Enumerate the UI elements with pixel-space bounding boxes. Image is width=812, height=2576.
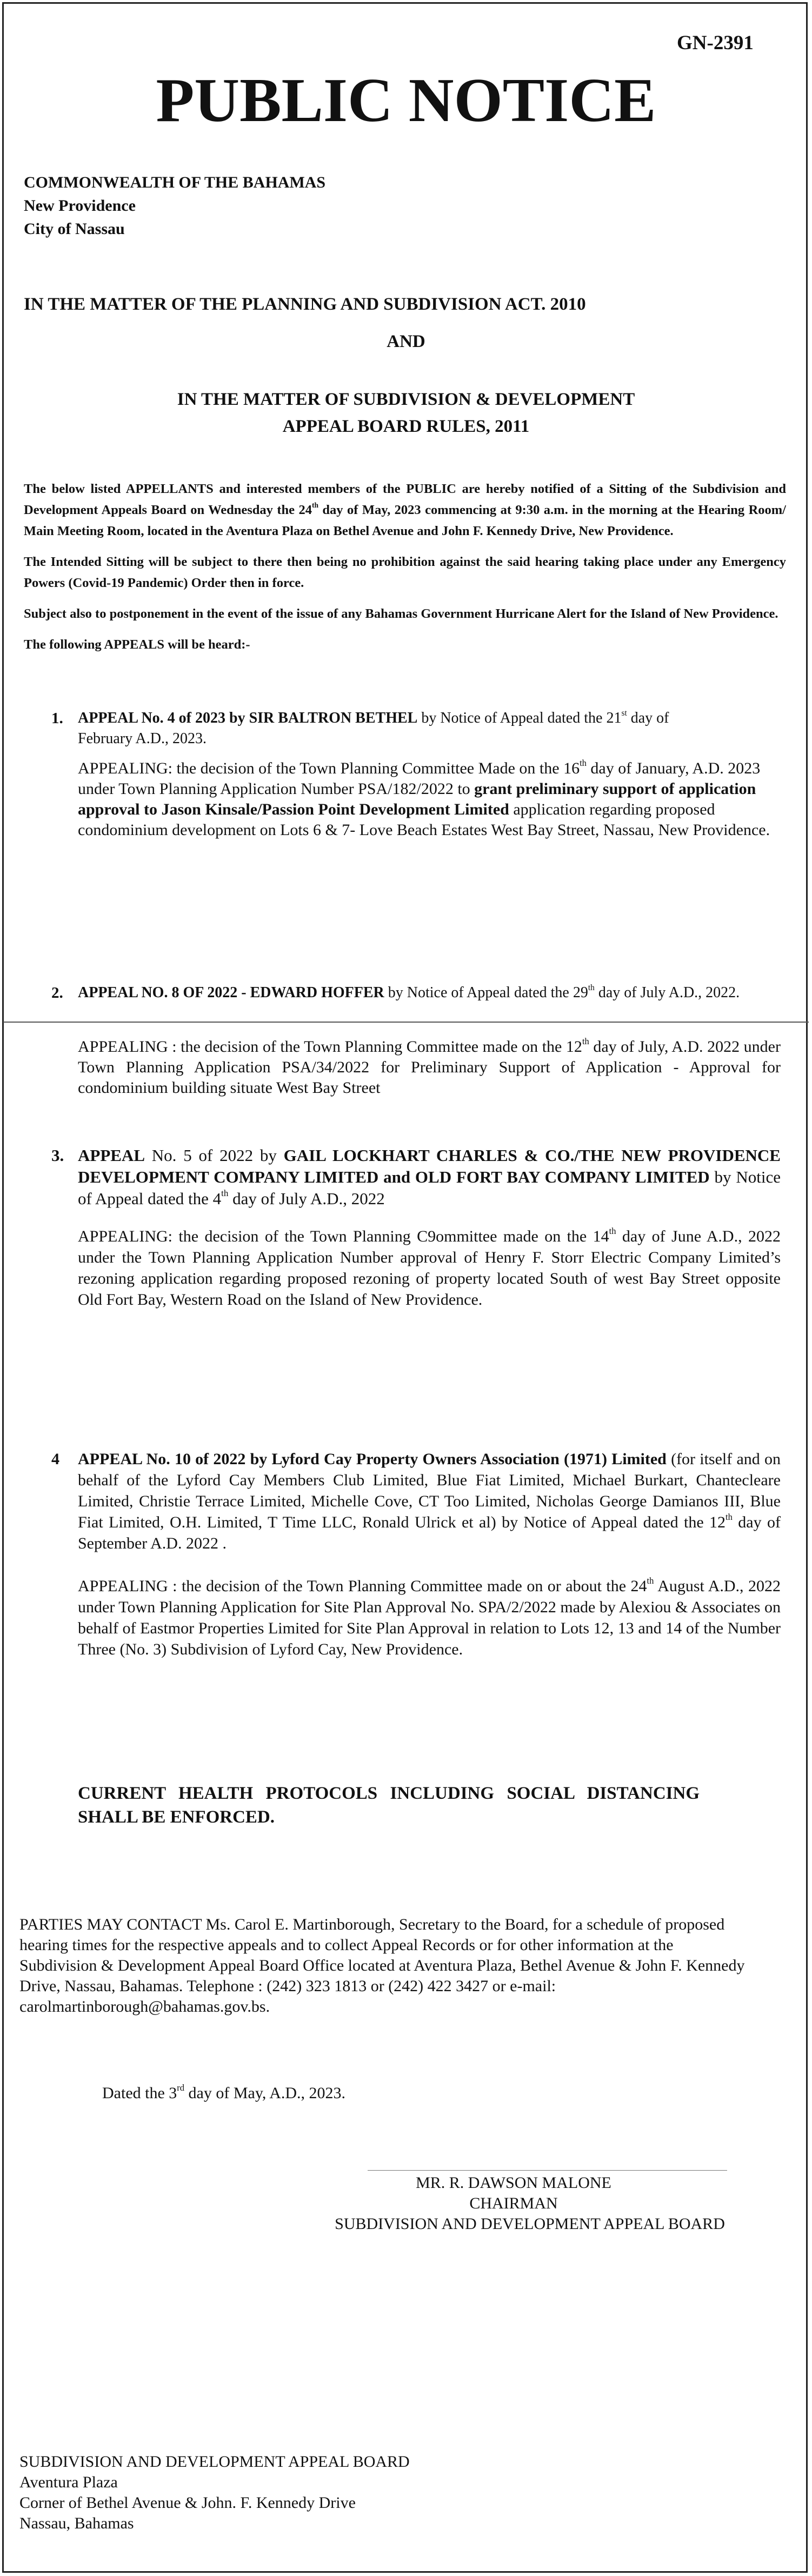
appeal-body-text: APPEALING : the decision of the Town Planning Committee made on the 12	[78, 1038, 582, 1056]
matter-appeal-rules-line1: IN THE MATTER OF SUBDIVISION & DEVELOPMENT	[177, 390, 635, 409]
appeal-body-suffix: th	[609, 1225, 616, 1236]
appeal-title: APPEAL NO. 8 OF 2022 - EDWARD HOFFER	[78, 984, 384, 1001]
footer-plaza: Aventura Plaza	[19, 2473, 118, 2491]
appeal-heading	[78, 983, 781, 1003]
and-heading: AND	[387, 332, 425, 351]
intro-emergency-powers: The Intended Sitting will be subject to there then being no prohibition against the said hearing taking place under any Emergency Powers (Covid-19 Pandemic) Order then in force.	[24, 555, 786, 590]
appeal-title: APPEAL	[78, 1146, 145, 1165]
intro-hurricane: Subject also to postponement in the event of the issue of any Bahamas Government Hurricane Alert for the Island of New Providence.	[24, 606, 778, 621]
appeal-number: 4	[51, 1450, 59, 1468]
appeal-body-highlight: grant preliminary support of application approval to Jason Kinsale/Passion Point Development Limited	[78, 780, 756, 818]
appeal-body-continued: day of July, A.D. 2022 under Town Planning Application PSA/34/2022 for Preliminary Support of Application - Approval for condominium building situate West Bay Street	[78, 1038, 781, 1097]
footer-address	[19, 2452, 410, 2534]
appeal-body	[78, 1226, 781, 1310]
appeal-body-continued: August A.D., 2022 under Town Planning Application for Site Plan Approval No. SPA/2/2022 made by Alexiou & Associates on behalf of Eastmor Properties Limited for Site Plan Approval in relation to Lots 12, 13 and 14 of the Number Three (No. 3) Subdivision of Lyford Cay, New Providence.	[78, 1577, 781, 1658]
dated-line	[102, 2084, 345, 2103]
appeal-title: APPEAL No. 4 of 2023 by SIR BALTRON BETHEL	[78, 710, 418, 726]
matter-appeal-rules-line2: APPEAL BOARD RULES, 2011	[282, 417, 530, 436]
dated-suffix: rd	[177, 2082, 185, 2093]
appeal-heading	[78, 1449, 781, 1554]
appeal-notice-suffix: th	[726, 1511, 733, 1522]
matter-appeal-rules	[0, 386, 812, 440]
dated-rest: day of May, A.D., 2023.	[184, 2084, 346, 2102]
intro-appeals-lead: The following APPEALS will be heard:-	[24, 637, 250, 652]
appeal-reference: No. 5 of 2022 by	[145, 1146, 284, 1165]
appeal-body-text: APPEALING : the decision of the Town Planning Committee made on or about the 24	[78, 1577, 647, 1595]
contact-paragraph: PARTIES MAY CONTACT Ms. Carol E. Martinborough, Secretary to the Board, for a schedule of proposed hearing times for the respective appeals and to collect Appeal Records or for other information at the Subdivision & Development Appeal Board Office located at Aventura Plaza, Bethel Avenue & John F. Kennedy Drive, Nassau, Bahamas. Telephone : (242) 323 1813 or (242) 422 3427 or e-mail: carolmartinborough@bahamas.gov.bs.	[19, 1916, 745, 2016]
footer-board-name: SUBDIVISION AND DEVELOPMENT APPEAL BOARD	[19, 2453, 410, 2471]
appeal-heading	[78, 708, 683, 749]
appeal-number: 2.	[51, 984, 63, 1002]
signature-line	[368, 2170, 727, 2171]
dated-text: Dated the 3	[102, 2084, 177, 2102]
jurisdiction-island: New Providence	[24, 197, 136, 215]
intro-notification-rest: day of May, 2023 commencing at 9:30 a.m. in the morning at the Hearing Room/ Main Meeting Room, located in the Aventura Plaza on Bethel Avenue and John F. Kennedy Drive, New Providence.	[24, 503, 786, 538]
appeal-appellants: GAIL LOCKHART CHARLES & CO./THE NEW PROVIDENCE DEVELOPMENT COMPANY LIMITED and OLD FORT BAY COMPANY LIMITED	[78, 1146, 781, 1186]
matter-planning-act: IN THE MATTER OF THE PLANNING AND SUBDIVISION ACT. 2010	[24, 295, 586, 314]
appeal-body-end: application regarding proposed condominium development on Lots 6 & 7- Love Beach Estates West Bay Street, Nassau, New Providence.	[78, 800, 770, 839]
appeal-heading	[78, 1145, 781, 1210]
page-title: PUBLIC NOTICE	[156, 66, 656, 135]
appeal-body-suffix: th	[647, 1575, 654, 1586]
signatory-board: SUBDIVISION AND DEVELOPMENT APPEAL BOARD	[335, 2215, 725, 2233]
signatory-name: MR. R. DAWSON MALONE	[416, 2174, 611, 2192]
signatory-title: CHAIRMAN	[469, 2194, 558, 2212]
appeal-body	[78, 1037, 781, 1098]
intro-notification-text: The below listed APPELLANTS and interested members of the PUBLIC are hereby notified of a Sitting of the Subdivision and Development Appeals Board on Wednesday the 24	[24, 482, 786, 517]
appeal-notice-text: by Notice of Appeal dated the 21	[417, 710, 622, 726]
footer-street: Corner of Bethel Avenue & John. F. Kennedy Drive	[19, 2494, 356, 2512]
appeal-body-suffix: th	[582, 1036, 589, 1046]
health-protocols-notice: CURRENT HEALTH PROTOCOLS INCLUDING SOCIAL DISTANCING SHALL BE ENFORCED.	[78, 1784, 700, 1827]
appeal-number: 1.	[51, 710, 63, 727]
appeal-notice-date: day of September A.D. 2022 .	[78, 1513, 781, 1552]
notice-code: GN-2391	[677, 32, 754, 54]
appeal-number: 3.	[51, 1146, 64, 1165]
appeal-body-continued: day of January, A.D. 2023 under Town Planning Application Number PSA/182/2022 to	[78, 759, 761, 798]
appeal-body-text: APPEALING: the decision of the Town Planning C9ommittee made on the 14	[78, 1227, 609, 1245]
appeal-notice-suffix: st	[621, 708, 627, 718]
appeal-notice-date: day of February A.D., 2023.	[78, 710, 669, 747]
signature-block	[287, 2173, 773, 2234]
appeal-body-continued: day of June A.D., 2022 under the Town Planning Application Number approval of Henry F. Storr Electric Company Limited’s rezoning application regarding proposed rezoning of property located South of west Bay Street opposite Old Fort Bay, Western Road on the Island of New Providence.	[78, 1227, 781, 1309]
intro-notification	[24, 478, 786, 542]
intro-section	[24, 478, 786, 655]
jurisdiction-city: City of Nassau	[24, 220, 125, 238]
appeal-notice-suffix: th	[588, 983, 595, 992]
appeal-body	[78, 758, 781, 840]
appeal-notice-date: day of July A.D., 2022	[228, 1189, 385, 1208]
appeal-body	[78, 1576, 781, 1660]
jurisdiction-block	[24, 171, 325, 241]
appeal-notice-suffix: th	[221, 1188, 229, 1199]
intro-date-suffix: th	[311, 501, 318, 510]
appeal-body-text: APPEALING: the decision of the Town Planning Committee Made on the 16	[78, 759, 580, 777]
appeal-body-suffix: th	[580, 757, 587, 768]
jurisdiction-country: COMMONWEALTH OF THE BAHAMAS	[24, 173, 326, 191]
appeal-title: APPEAL No. 10 of 2022 by Lyford Cay Property Owners Association (1971) Limited	[78, 1450, 667, 1468]
footer-city: Nassau, Bahamas	[19, 2514, 134, 2532]
appeal-notice-text: by Notice of Appeal dated the 29	[384, 984, 588, 1001]
section-divider	[3, 1022, 809, 1023]
appeal-notice-text: (for itself and on behalf of the Lyford Cay Members Club Limited, Blue Fiat Limited, Michael Burkart, Chantecleare Limited, Christie Terrace Limited, Michelle Cove, CT Too Limited, Nicholas George Damianos III, Blue Fiat Limited, O.H. Limited, T Time LLC, Ronald Ulrick et al) by Notice of Appeal dated the 12	[78, 1450, 781, 1531]
appeal-notice-date: day of July A.D., 2022.	[594, 984, 740, 1001]
appeal-notice-text: by Notice of Appeal dated the 4	[78, 1167, 781, 1208]
